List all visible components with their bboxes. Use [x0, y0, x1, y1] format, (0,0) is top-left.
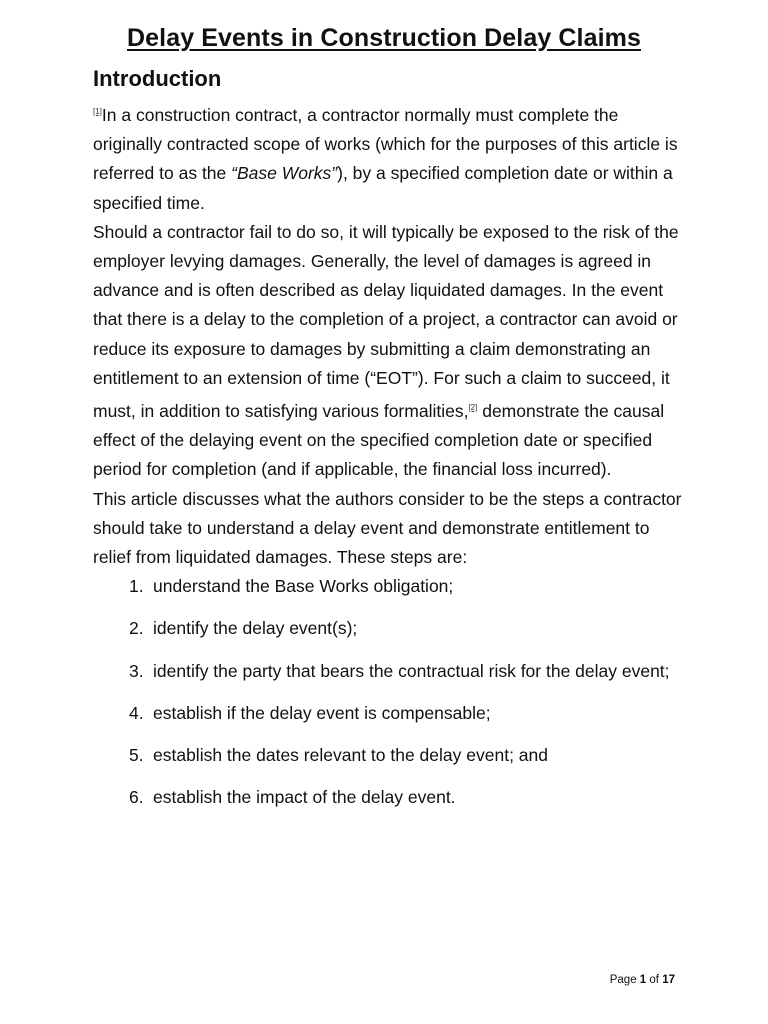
- page-label: Page: [609, 974, 637, 986]
- section-heading: Introduction: [93, 66, 222, 91]
- paragraph-1-emphasis: “Base Works”: [231, 163, 338, 184]
- list-item-number: 3.: [129, 660, 144, 681]
- page-footer: [610, 974, 675, 986]
- footnote-ref-2[interactable]: [2]: [468, 403, 478, 413]
- paragraph-1-text-after: ), by a specified completion date or within a specified time.: [93, 163, 673, 213]
- list-item-number: 2.: [129, 618, 144, 639]
- list-item: [93, 699, 683, 728]
- list-item-text: identify the delay event(s);: [153, 618, 358, 639]
- list-item: [93, 783, 683, 812]
- steps-list: [93, 572, 683, 812]
- footnote-ref-1[interactable]: [1]: [93, 107, 102, 116]
- list-item: [93, 741, 683, 770]
- paragraph-1-text-before: In a construction contract, a contractor normally must complete the originally contracted scope of works (which for the purposes of this article is referred to as the: [93, 105, 678, 184]
- list-item: [93, 572, 683, 601]
- paragraph-2-text-after: demonstrate the causal effect of the delaying event on the specified completion date or specified period for completion (and if applicable, the financial loss incurred).: [93, 401, 665, 480]
- list-item-text: understand the Base Works obligation;: [153, 576, 454, 597]
- list-item-text: establish the impact of the delay event.: [153, 787, 456, 808]
- list-item: [93, 614, 683, 643]
- current-page-number: 1: [639, 974, 647, 986]
- paragraph-1: [93, 97, 683, 218]
- paragraph-2: [93, 218, 683, 485]
- list-item-text: identify the party that bears the contractual risk for the delay event;: [153, 660, 670, 681]
- list-item-number: 1.: [129, 576, 144, 597]
- list-item-text: establish the dates relevant to the delay event; and: [153, 745, 548, 766]
- list-item-number: 5.: [129, 745, 144, 766]
- paragraph-2-text-before: Should a contractor fail to do so, it will typically be exposed to the risk of the employer levying damages. Generally, the level of damages is agreed in advance and is often described as delay liquidated damages. In the event that there is a delay to the completion of a project, a contractor can avoid or reduce its exposure to damages by submitting a claim demonstrating an entitlement to an extension of time (“EOT”). For such a claim to succeed, it must, in addition to satisfying various formalities,: [93, 221, 679, 422]
- list-item-text: establish if the delay event is compensable;: [153, 702, 491, 723]
- list-item-number: 6.: [129, 787, 144, 808]
- document-body: [93, 97, 683, 825]
- paragraph-3: This article discusses what the authors consider to be the steps a contractor should take to understand a delay event and demonstrate entitlement to relief from liquidated damages. These steps are:: [93, 488, 682, 568]
- list-item-number: 4.: [129, 702, 144, 723]
- page-of-label: of: [649, 974, 659, 986]
- total-pages-number: 17: [662, 974, 675, 986]
- list-item: [93, 657, 683, 686]
- document-title: Delay Events in Construction Delay Claims: [127, 24, 641, 52]
